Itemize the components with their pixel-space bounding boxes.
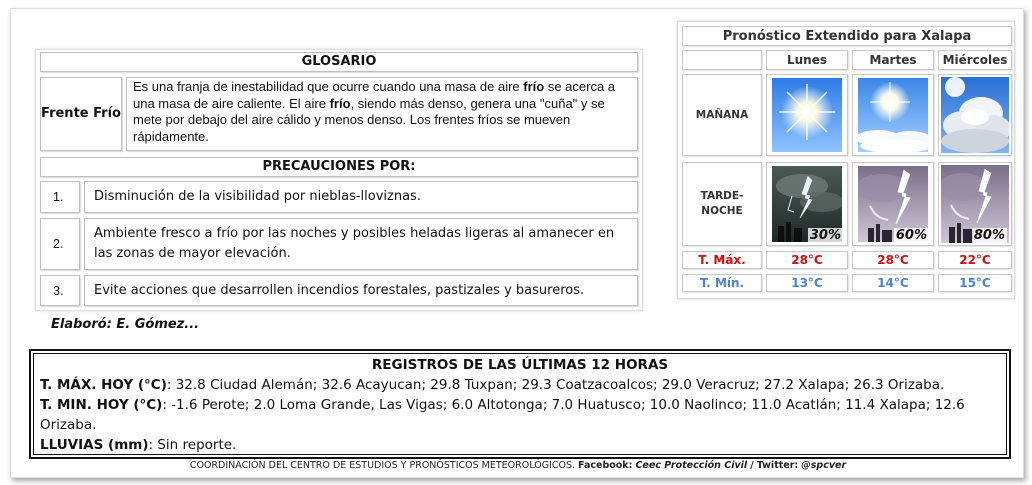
forecast-panel xyxy=(677,21,1015,299)
records-rain-text: : Sin reporte. xyxy=(148,437,237,453)
forecast-day-tuesday: Martes xyxy=(852,50,934,70)
afternoon-cell-1 xyxy=(766,162,848,246)
glossary-panel xyxy=(35,49,643,311)
glossary-term-text: Frente Frío xyxy=(41,106,121,121)
footer-facebook-link[interactable]: Ceec Protección Civil xyxy=(635,460,748,471)
footer-twitter-link[interactable]: @spcver xyxy=(801,460,847,471)
records-tmin-label: T. MIN. HOY (°C) xyxy=(40,397,163,413)
rain-probability-1: 30% xyxy=(809,228,841,243)
precaution-text: Evite acciones que desarrollen incendios forestales, pastizales y basureros. xyxy=(84,275,638,306)
forecast-title: Pronóstico Extendido para Xalapa xyxy=(682,26,1012,46)
records-box xyxy=(29,349,1011,459)
footer-facebook-label: Facebook: xyxy=(578,460,633,471)
footer-twitter-label: Twitter: xyxy=(756,460,799,471)
def-part-2: frío xyxy=(523,79,545,94)
records-tmin xyxy=(40,395,1000,435)
tmax-value: 28°C xyxy=(766,251,848,269)
records-tmax-label: T. MÁX. HOY (°C) xyxy=(40,377,167,393)
tmin-value: 13°C xyxy=(766,274,848,292)
bulletin-page xyxy=(10,8,1024,478)
footer xyxy=(11,460,1025,471)
author-credit: Elaboró: E. Gómez... xyxy=(51,317,200,332)
def-part-1: Es una franja de inestabilidad que ocurre cuando una masa de aire xyxy=(133,79,524,94)
tmin-value: 14°C xyxy=(852,274,934,292)
records-tmax-text: : 32.8 Ciudad Alemán; 32.6 Acayucan; 29.8 Tuxpan; 29.3 Coatzacoalcos; 29.0 Veracruz; 27.2 Xalapa; 26.3 Orizaba. xyxy=(166,377,945,393)
morning-cell-1 xyxy=(766,74,848,156)
tmin-value: 15°C xyxy=(938,274,1012,292)
glossary-definition xyxy=(126,77,638,151)
records-inner xyxy=(33,353,1007,455)
precaution-number: 1. xyxy=(40,181,80,213)
afternoon-cell-2 xyxy=(852,162,934,246)
rain-probability-3: 80% xyxy=(973,228,1005,243)
records-tmax xyxy=(40,375,1000,395)
cloudy-icon xyxy=(941,77,1009,153)
morning-cell-3 xyxy=(938,74,1012,156)
afternoon-label: TARDE-NOCHE xyxy=(682,162,762,246)
forecast-corner-cell xyxy=(682,50,762,70)
precaution-text: Disminución de la visibilidad por nieblas-lloviznas. xyxy=(84,181,638,213)
rain-probability-2: 60% xyxy=(895,228,927,243)
morning-cell-2 xyxy=(852,74,934,156)
footer-org: COORDINACIÓN DEL CENTRO DE ESTUDIOS Y PRONÓSTICOS METEOROLÓGICOS. xyxy=(189,460,575,471)
tmax-label: T. Máx. xyxy=(682,251,762,269)
precaution-number: 3. xyxy=(40,275,80,306)
tmax-value: 28°C xyxy=(852,251,934,269)
glossary-term xyxy=(40,77,122,151)
def-part-4: frío xyxy=(329,95,351,111)
precaution-number: 2. xyxy=(40,218,80,270)
precaution-text: Ambiente fresco a frío por las noches y posibles heladas ligeras al amanecer en las zonas de mayor elevación. xyxy=(84,218,638,270)
records-tmin-text: : -1.6 Perote; 2.0 Loma Grande, Las Vigas; 6.0 Altotonga; 7.0 Huatusco; 10.0 Naolinco; 11.0 Acatlán; 11.4 Xalapa; 12.6 Orizaba. xyxy=(40,397,965,433)
afternoon-cell-3 xyxy=(938,162,1012,246)
footer-separator: / xyxy=(750,460,754,471)
records-title: REGISTROS DE LAS ÚLTIMAS 12 HORAS xyxy=(371,357,669,373)
forecast-day-monday: Lunes xyxy=(766,50,848,70)
precautions-title: PRECAUCIONES POR: xyxy=(40,157,638,177)
glossary-title: GLOSARIO xyxy=(40,52,638,72)
records-rain xyxy=(40,435,1000,455)
tmax-value: 22°C xyxy=(938,251,1012,269)
partly-cloudy-icon xyxy=(858,78,928,152)
morning-label: MAÑANA xyxy=(682,74,762,156)
def-part-5: , siendo más denso, genera una "cuña" y se mete por debajo del aire cálido y menos denso. Los frentes fríos se mueven rápidamente. xyxy=(133,95,605,144)
records-rain-label: LLUVIAS (mm) xyxy=(40,437,149,453)
def-part-3: se acerca a una masa de aire caliente. El aire xyxy=(133,79,616,111)
sunny-icon xyxy=(772,78,842,152)
forecast-day-wednesday: Miércoles xyxy=(938,50,1012,70)
tmin-label: T. Mín. xyxy=(682,274,762,292)
